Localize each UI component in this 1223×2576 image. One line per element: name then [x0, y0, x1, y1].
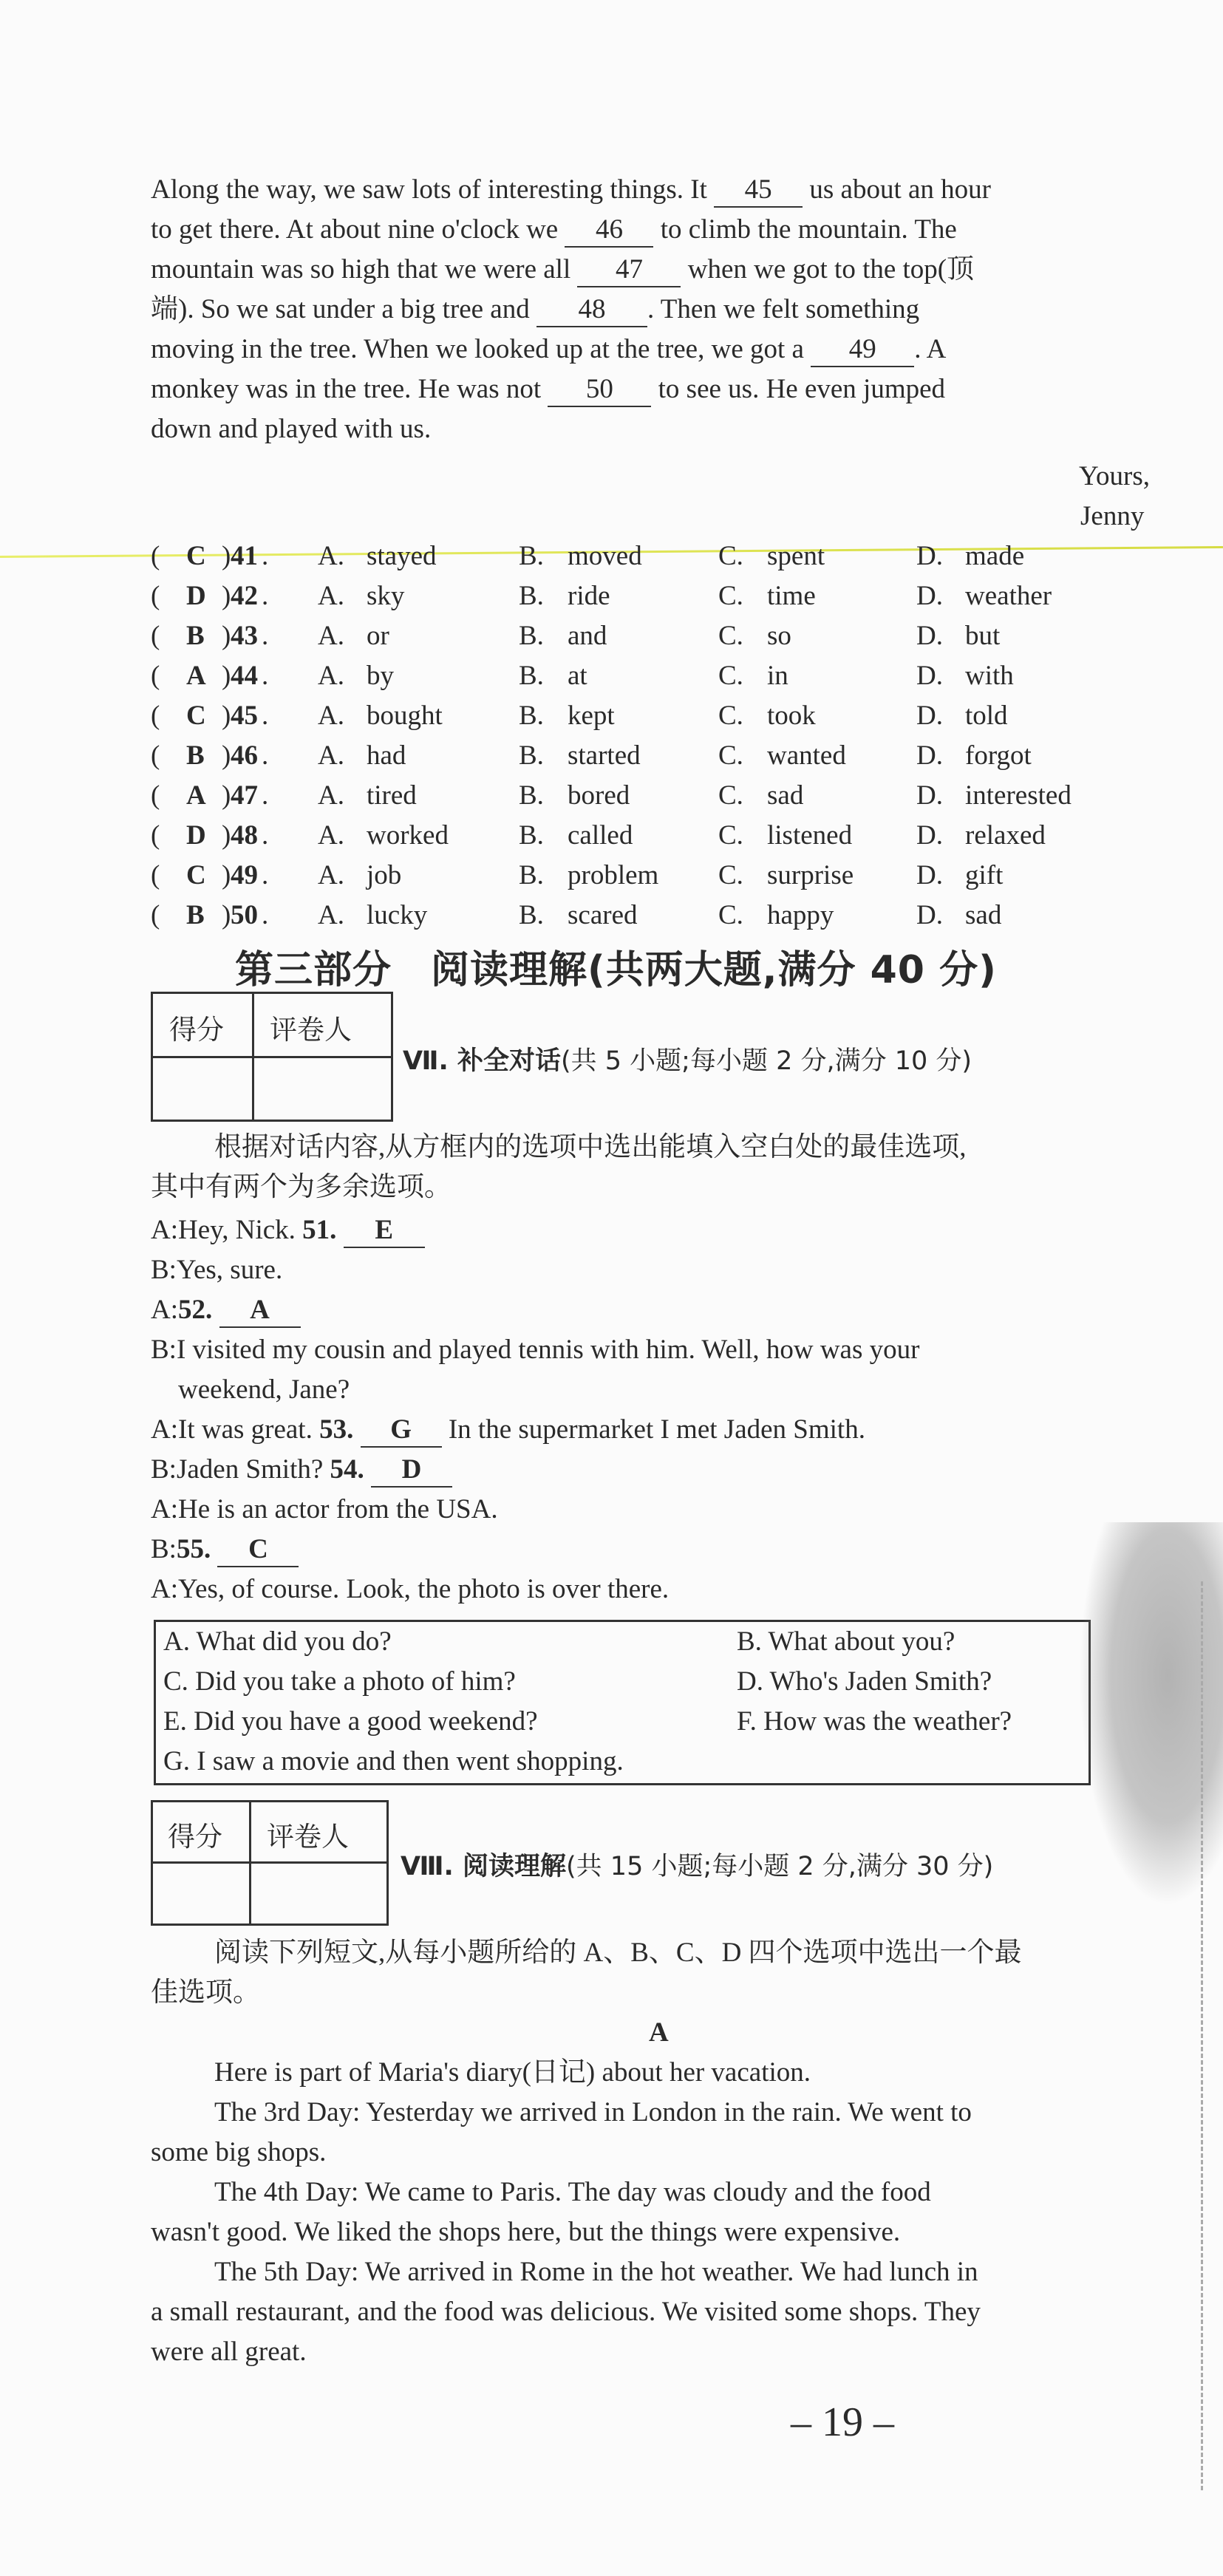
section7-heading: Ⅶ. 补全对话(共 5 小题;每小题 2 分,满分 10 分) — [403, 1046, 972, 1076]
option-b: B. What about you? — [737, 1626, 955, 1657]
answer: A — [186, 661, 206, 691]
signoff: Yours, — [1079, 461, 1150, 491]
answer-blank-52: A — [219, 1294, 301, 1328]
passage-line-1: Along the way, we saw lots of interesting things. It 45 us about an hour — [151, 170, 991, 210]
dialogue-line: A:52. A — [151, 1290, 301, 1330]
passage-line-3: mountain was so high that we were all 47 when we got to the top(顶 — [151, 250, 974, 290]
answer: B — [186, 621, 205, 651]
grader-label: 评卷人 — [267, 1822, 349, 1853]
section7-instructions-1: 根据对话内容,从方框内的选项中选出能填入空白处的最佳选项, — [214, 1132, 967, 1162]
passage-line-4: 端). So we sat under a big tree and 48 . Then we felt something — [151, 290, 919, 330]
answer: D — [186, 820, 206, 851]
passage-line: a small restaurant, and the food was delicious. We visited some shops. They — [151, 2297, 981, 2327]
passage-line: The 4th Day: We came to Paris. The day was cloudy and the food — [214, 2177, 931, 2207]
dialogue-line: A:It was great. 53. G In the supermarket I met Jaden Smith. — [151, 1410, 865, 1450]
score-label: 得分 — [168, 1822, 222, 1853]
passage-line: The 3rd Day: Yesterday we arrived in London in the rain. We went to — [214, 2097, 972, 2127]
passage-label: A — [649, 2017, 669, 2048]
answer: C — [186, 701, 206, 731]
dialogue-line: A:He is an actor from the USA. — [151, 1494, 498, 1524]
worksheet-page: Along the way, we saw lots of interesting things. It 45 us about an hour to get there. At about nine o'clock we 46 to climb the mountain. The mountain was so high that we were all 47 when we got to the top(顶 端). So we sat under a big tree and 48 . Then we felt something moving in the tree. When we looked up at the tree, we got a 49 . A monkey was in the tree. He was not 50 to see us. He even jumped down and played with us. Yours, Jenny ( C ) 41 . A. stayed B. moved C. spent D. made ( D ) 42 . A. sky B. ride C. time D. weather ( B ) 43 . A. or B. and C. so D. but ( A ) 44 . A. by B. at C. in D. with ( C ) 45 . A. bought B. kept C. took D. told ( B ) 46 . A. had B. started C. wanted D. forgot ( A ) 47 . A. tired B. bored C. sad D. interested ( D ) 48 . A. worked B. called C. listened D. relaxed ( C ) 49 . A. job B. problem C. surprise D. gift ( B ) 50 . A. lucky B. scared C. happy D. sad 第三部分 阅读理解(共两大题,满分 40 分) 得分 评卷人 Ⅶ. 补全对话(共 5 小题;每小题 2 分,满分 10 分) 根据对话内容,从方框内的选项中选出能填入空白处的最佳选项, 其中有两个为多余选项。 A:Hey, Nick. 51. E B:Yes, sure. A:52. A B:I visited my cousin and played tennis with him. Well, how was your weekend, Jane? A:It was great. 53. G In the supermarket I met Jaden Smith. B:Jaden Smith? 54. D A:He is an actor from the USA. B:55. C A:Yes, of course. Look, the photo is over there. A. What did you do? B. What about you? C. Did you take a photo of him? D. Who's Jaden Smith? E. Did you have a good weekend? F. How was the weather? G. I saw a movie and then went shopping. 得分 评卷人 Ⅷ. 阅读理解(共 15 小题;每小题 2 分,满分 30 分) 阅读下列短文,从每小题所给的 A、B、C、D 四个选项中选出一个最 佳选项。 A Here is part of Maria's diary(日记) about her vacation. The 3rd Day: Yesterday we arrived in London in the rain. We went to some big shops. The 4th Day: We came to Paris. The day was cloudy and the food wasn't good. We liked the shops here, but the things were expensive. The 5th Day: We arrived in Rome in the hot weather. We had lunch in a small restaurant, and the food was delicious. We visited some shops. They were all great. – 19 – — [0, 0, 1223, 2576]
score-label: 得分 — [169, 1015, 224, 1046]
blank-49: 49 — [811, 333, 914, 367]
answer-blank-55: C — [217, 1533, 299, 1567]
dialogue-line: B:Yes, sure. — [151, 1255, 283, 1285]
passage-line-5: moving in the tree. When we looked up at the tree, we got a 49 . A — [151, 330, 946, 369]
option-g: G. I saw a movie and then went shopping. — [163, 1746, 624, 1776]
option-d: D. Who's Jaden Smith? — [737, 1666, 992, 1697]
signature: Jenny — [1080, 501, 1145, 531]
section8-instructions-2: 佳选项。 — [151, 1977, 260, 2008]
dialogue-line: A:Yes, of course. Look, the photo is over there. — [151, 1574, 670, 1604]
answer: D — [186, 581, 206, 611]
passage-line: wasn't good. We liked the shops here, but the things were expensive. — [151, 2217, 901, 2247]
blank-46: 46 — [565, 214, 653, 248]
answer-blank-51: E — [344, 1214, 425, 1248]
dialogue-line: weekend, Jane? — [151, 1374, 350, 1405]
answer: B — [186, 900, 205, 930]
passage-line: some big shops. — [151, 2137, 327, 2167]
answer-blank-54: D — [371, 1454, 452, 1488]
binding-dashed-line — [1201, 1581, 1203, 2490]
score-table — [151, 1800, 389, 1926]
answer: B — [186, 740, 205, 771]
passage-line: The 5th Day: We arrived in Rome in the hot weather. We had lunch in — [214, 2257, 978, 2287]
blank-50: 50 — [548, 373, 651, 407]
dialogue-line: B:55. C — [151, 1530, 299, 1570]
answer: C — [186, 860, 206, 890]
blank-48: 48 — [536, 293, 647, 327]
grader-label: 评卷人 — [270, 1015, 352, 1046]
passage-line-6: monkey was in the tree. He was not 50 to see us. He even jumped — [151, 369, 945, 409]
passage-line: Here is part of Maria's diary(日记) about her vacation. — [214, 2057, 811, 2088]
answer-blank-53: G — [361, 1414, 442, 1448]
passage-line-2: to get there. At about nine o'clock we 46 to climb the mountain. The — [151, 210, 957, 250]
option-f: F. How was the weather? — [737, 1706, 1012, 1737]
dialogue-line: A:Hey, Nick. 51. E — [151, 1210, 425, 1250]
part3-title: 第三部分 阅读理解(共两大题,满分 40 分) — [235, 948, 997, 992]
answer: C — [186, 541, 206, 571]
option-c: C. Did you take a photo of him? — [163, 1666, 516, 1697]
section8-instructions-1: 阅读下列短文,从每小题所给的 A、B、C、D 四个选项中选出一个最 — [214, 1938, 1022, 1968]
blank-45: 45 — [714, 174, 803, 208]
options-box — [154, 1620, 1091, 1785]
section8-heading: Ⅷ. 阅读理解(共 15 小题;每小题 2 分,满分 30 分) — [401, 1852, 994, 1881]
option-e: E. Did you have a good weekend? — [163, 1706, 538, 1737]
score-table — [151, 992, 393, 1122]
passage-line-7: down and played with us. — [151, 414, 432, 444]
option-a: A. What did you do? — [163, 1626, 392, 1657]
answer: A — [186, 780, 206, 811]
dialogue-line: B:I visited my cousin and played tennis with him. Well, how was your — [151, 1335, 920, 1365]
section7-instructions-2: 其中有两个为多余选项。 — [151, 1172, 452, 1202]
blank-47: 47 — [577, 253, 681, 287]
page-number: – 19 – — [791, 2399, 894, 2445]
dialogue-line: B:Jaden Smith? 54. D — [151, 1450, 452, 1490]
passage-line: were all great. — [151, 2337, 307, 2367]
